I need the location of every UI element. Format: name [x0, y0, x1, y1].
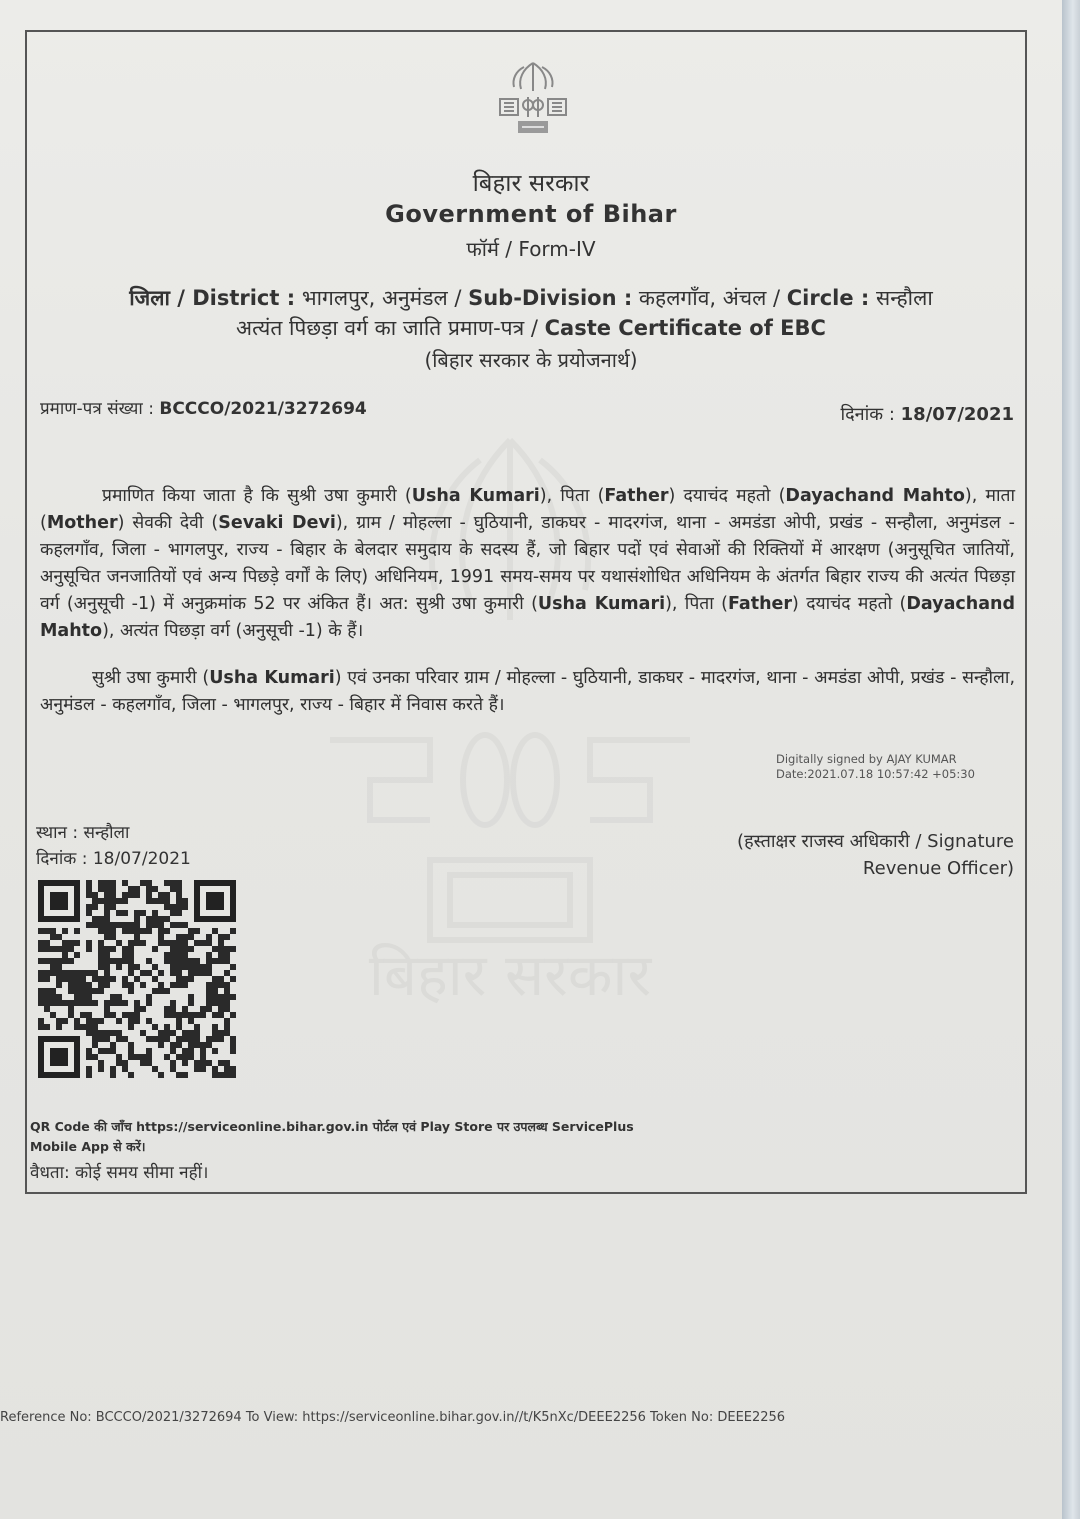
text-segment: ), पिता (	[665, 594, 728, 614]
certificate-title-hindi: अत्यंत पिछड़ा वर्ग का जाति प्रमाण-पत्र /	[236, 316, 545, 340]
subdivision-label: Sub-Division :	[468, 286, 633, 310]
digital-signature-signer: Digitally signed by AJAY KUMAR	[776, 752, 957, 766]
district-line	[0, 284, 1062, 312]
watermark-text: बिहार सरकार	[368, 941, 652, 1009]
certificate-purpose: (बिहार सरकार के प्रयोजनार्थ)	[424, 348, 638, 372]
text-segment: ), अत्यंत पिछड़ा वर्ग (अनुसूची -1) के हैं।	[102, 621, 364, 641]
text-segment: ) दयाचंद महतो (	[668, 486, 786, 506]
text-segment: ) दयाचंद महतो (	[792, 594, 907, 614]
qr-code-icon[interactable]	[38, 880, 240, 1080]
father-name-english: Dayachand Mahto	[40, 594, 1015, 641]
label-english: Father	[727, 594, 793, 614]
label-english: Father	[604, 486, 669, 506]
certificate-title-english: Caste Certificate of EBC	[544, 316, 826, 340]
digital-signature-date: Date:2021.07.18 10:57:42 +05:30	[776, 767, 975, 781]
certification-paragraph	[40, 483, 1015, 645]
digital-signature-stamp	[776, 752, 975, 782]
text-segment: सुश्री उषा कुमारी (	[92, 668, 210, 688]
district-value: भागलपुर, अनुमंडल /	[295, 286, 469, 310]
district-label: जिला / District :	[129, 286, 296, 310]
qr-verification-note: QR Code की जाँच https://serviceonline.bihar.gov.in पोर्टल एवं Play Store पर उपलब्ध ServicePlus Mobile App से करें।	[30, 1119, 634, 1154]
certificate-number-value: BCCCO/2021/3272694	[159, 399, 367, 419]
text-segment: ), माता (	[40, 486, 1016, 533]
circle-value: सन्हौला	[869, 286, 933, 310]
name-english: Usha Kumari	[411, 486, 540, 506]
page-edge-background	[1062, 0, 1080, 1519]
name-english: Usha Kumari	[537, 594, 666, 614]
text-segment: ), ग्राम / मोहल्ला - घुठियानी, डाकघर - मादरगंज, थाना - अमडंडा ओपी, प्रखंड - सन्हौला, अनुमंडल - कहलगाँव, जिला - भागलपुर, राज्य - बिहार के बेलदार समुदाय के सदस्य हैं, जो बिहार पदों एवं सेवाओं की रिक्तियों में आरक्षण (अनुसूचित जातियों, अनुसूचित जनजातियों एवं अन्य पिछड़े वर्गों के लिए) अधिनियम, 1991 समय-समय पर यथासंशोधित अधिनियम के अंतर्गत बिहार राज्य की अत्यंत पिछड़ा वर्ग (अनुसूची -1) में अनुक्रमांक 52 पर अंकित हैं। अत: सुश्री उषा कुमारी (	[40, 513, 1015, 614]
form-number: फॉर्म / Form-IV	[466, 237, 596, 261]
issue-date: दिनांक : 18/07/2021	[36, 849, 191, 869]
signature-line-1: (हस्ताक्षर राजस्व अधिकारी / Signature	[737, 831, 1014, 852]
reference-footer: Reference No: BCCCO/2021/3272694 To View: https://serviceonline.bihar.gov.in//t/K5nXc/DEEE2256 Token No: DEEE2256	[0, 1410, 786, 1425]
certificate-date-label: दिनांक :	[840, 404, 901, 425]
name-english: Usha Kumari	[209, 668, 335, 688]
state-title-hindi: बिहार सरकार	[472, 169, 590, 197]
certificate-date	[840, 402, 1014, 426]
father-name-english: Dayachand Mahto	[785, 486, 965, 506]
certificate-number	[40, 396, 367, 419]
text-segment: ) एवं उनका परिवार ग्राम / मोहल्ला - घुठियानी, डाकघर - मादरगंज, थाना - अमडंडा ओपी, प्रखंड - सन्हौला, अनुमंडल - कहलगाँव, जिला - भागलपुर, राज्य - बिहार में निवास करते हैं।	[40, 668, 1016, 715]
validity-note: वैधता: कोई समय सीमा नहीं।	[30, 1163, 209, 1183]
label-english: Mother	[46, 513, 118, 533]
subdivision-value: कहलगाँव, अंचल /	[632, 286, 787, 310]
certificate-number-label: प्रमाण-पत्र संख्या :	[40, 399, 160, 419]
circle-label: Circle :	[786, 286, 870, 310]
bihar-emblem-icon	[488, 55, 578, 145]
residence-paragraph	[40, 665, 1015, 719]
text-segment: ) सेवकी देवी (	[117, 513, 219, 533]
place-of-issue: स्थान : सन्हौला	[36, 823, 130, 843]
mother-name-english: Sevaki Devi	[218, 513, 336, 533]
signature-line-2: Revenue Officer)	[862, 858, 1014, 879]
signature-block	[737, 828, 1014, 882]
text-segment: ), पिता (	[539, 486, 605, 506]
certificate-title	[0, 314, 1062, 342]
certificate-date-value: 18/07/2021	[900, 404, 1014, 425]
government-title: Government of Bihar	[385, 200, 677, 228]
text-segment: प्रमाणित किया जाता है कि सुश्री उषा कुमारी (	[102, 486, 412, 506]
